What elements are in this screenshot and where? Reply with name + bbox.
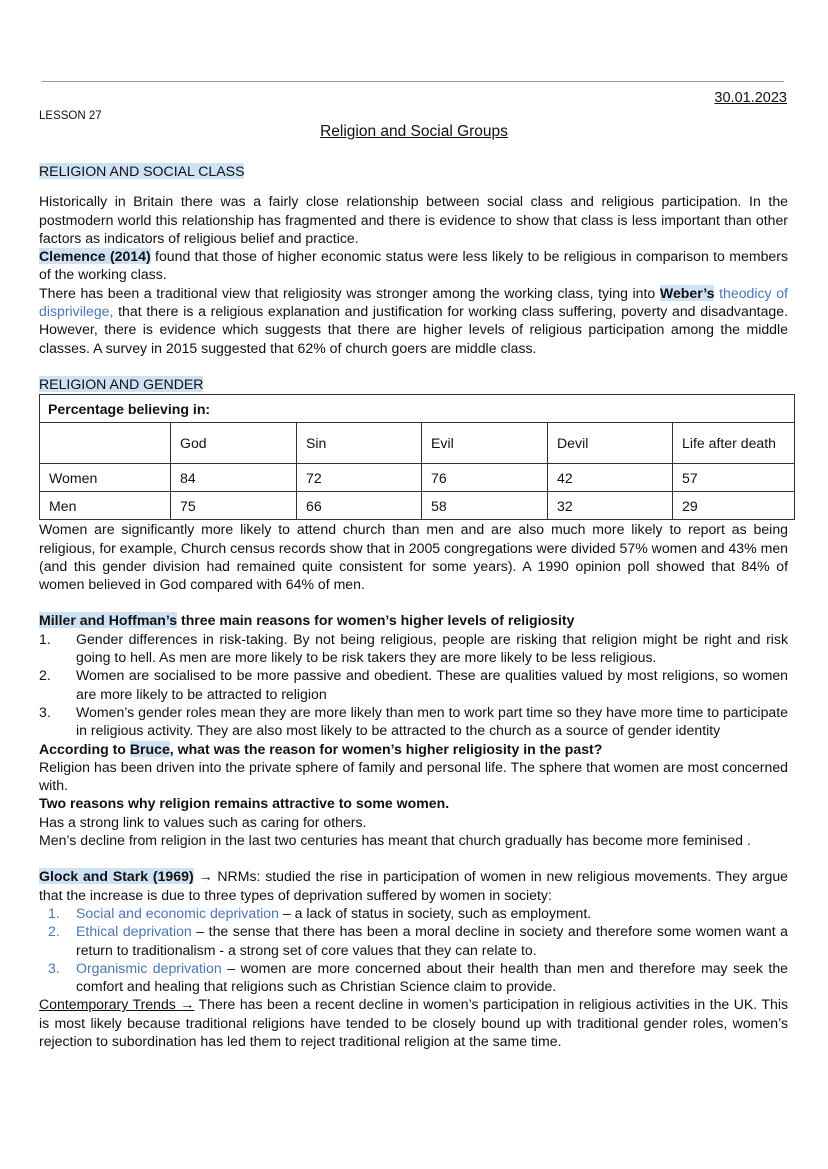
table-cell: 75 [171, 492, 297, 520]
gender-paragraph-1: Women are significantly more likely to attend church than men and are also much more likely to report as being religious, for example, Church census records show that in 2005 congregations were divided 57% women and 43% men (and this gender division had remained quite consistent for some years). A 1990 opinion poll showed that 84% of women believed in God compared with 64% of men. [39, 521, 788, 593]
table-cell: 32 [548, 492, 673, 520]
miller-heading: Miller and Hoffman’s three main reasons for women’s higher levels of religiosity [39, 612, 575, 629]
section-heading-class: RELIGION AND SOCIAL CLASS [39, 163, 245, 179]
table-cell: 66 [297, 492, 422, 520]
document-body [39, 162, 788, 1050]
table-cell: 57 [673, 464, 795, 492]
glock-paragraph: Glock and Stark (1969) → NRMs: studied the rise in participation of women in new religious movements. They argue that the increase is due to three types of deprivation suffered by women in society: [39, 868, 788, 903]
class-paragraph-1: Historically in Britain there was a fairly close relationship between social class and religious participation. In the postmodern world this relationship has fragmented and there is evidence to show that class is less important than other factors as indicators of religious belief and practice. [39, 193, 788, 246]
table-caption: Percentage believing in: [40, 395, 795, 423]
header-rule [42, 81, 784, 82]
list-item: 3. Organismic deprivation – women are more concerned about their health than men and therefore may seek the comfort and healing that religions such as Christian Science claim to provide. [48, 959, 788, 995]
class-paragraph-3: There has been a traditional view that religiosity was stronger among the working class, tying into Weber’s theodicy of disprivilege, that there is a religious explanation and justification for working class suffering, poverty and disadvantage. However, there is evidence which suggests that there are higher levels of religious participation among the middle classes. A survey in 2015 suggested that 62% of church goers are middle class. [39, 284, 788, 356]
table-cell: 84 [171, 464, 297, 492]
table-cell: 42 [548, 464, 673, 492]
belief-table [39, 394, 795, 520]
table-cell: 76 [422, 464, 548, 492]
table-cell: 72 [297, 464, 422, 492]
table-row [40, 464, 795, 492]
list-item: 2. Ethical deprivation – the sense that there has been a moral decline in society and therefore some women want a return to traditionalism - a strong set of core values that they can relate to. [48, 923, 788, 958]
table-cell: Men [40, 492, 171, 520]
miller-list [39, 630, 788, 740]
two-reasons-question: Two reasons why religion remains attractive to some women. [39, 795, 450, 812]
deprivation-list [39, 904, 788, 995]
contemporary-trends: Contemporary Trends → There has been a recent decline in women’s participation in religious activities in the UK. This is most likely because traditional religions have tended to be closely bound up with traditional gender roles, women’s rejection to subordination has led them to reject traditional religion at the same time. [39, 996, 788, 1049]
table-row [40, 492, 795, 520]
table-header-cell: Devil [548, 423, 673, 464]
list-item: 1. Social and economic deprivation – a lack of status in society, such as employment. [48, 904, 592, 921]
table-header-row [40, 423, 795, 464]
page-title: Religion and Social Groups [320, 123, 508, 140]
two-reasons-answer-2: Men’s decline from religion in the last two centuries has meant that church gradually has become more feminised . [39, 832, 751, 849]
table-header-cell: Life after death [673, 423, 795, 464]
list-item: 1. Gender differences in risk-taking. By not being religious, people are risking that religion might be right and risk going to hell. As men are more likely to be risk takers they are more likely to be less religious. [39, 630, 788, 666]
two-reasons-answer-1: Has a strong link to values such as caring for others. [39, 813, 367, 830]
table-header-cell [40, 423, 171, 464]
table-header-cell: Sin [297, 423, 422, 464]
class-paragraph-2: Clemence (2014) found that those of higher economic status were less likely to be religious in comparison to members of the working class. [39, 248, 788, 283]
list-item: 2. Women are socialised to be more passive and obedient. These are qualities valued by most religions, so women are more likely to be attracted to religion [39, 667, 788, 702]
table-cell: 58 [422, 492, 548, 520]
table-cell: 29 [673, 492, 795, 520]
lesson-number: LESSON 27 [39, 110, 102, 122]
section-heading-gender: RELIGION AND GENDER [39, 375, 204, 392]
table-cell: Women [40, 464, 171, 492]
bruce-answer: Religion has been driven into the private sphere of family and personal life. The sphere that women are most concerned with. [39, 758, 788, 794]
bruce-question: According to Bruce, what was the reason for women’s higher religiosity in the past? [39, 740, 603, 757]
table-header-cell: Evil [422, 423, 548, 464]
table-header-cell: God [171, 423, 297, 464]
list-item: 3. Women’s gender roles mean they are more likely than men to work part time so they have more time to participate in religious activity. They are also most likely to be attracted to the church as a source of gender identity [39, 703, 788, 739]
lesson-date: 30.01.2023 [714, 90, 787, 106]
